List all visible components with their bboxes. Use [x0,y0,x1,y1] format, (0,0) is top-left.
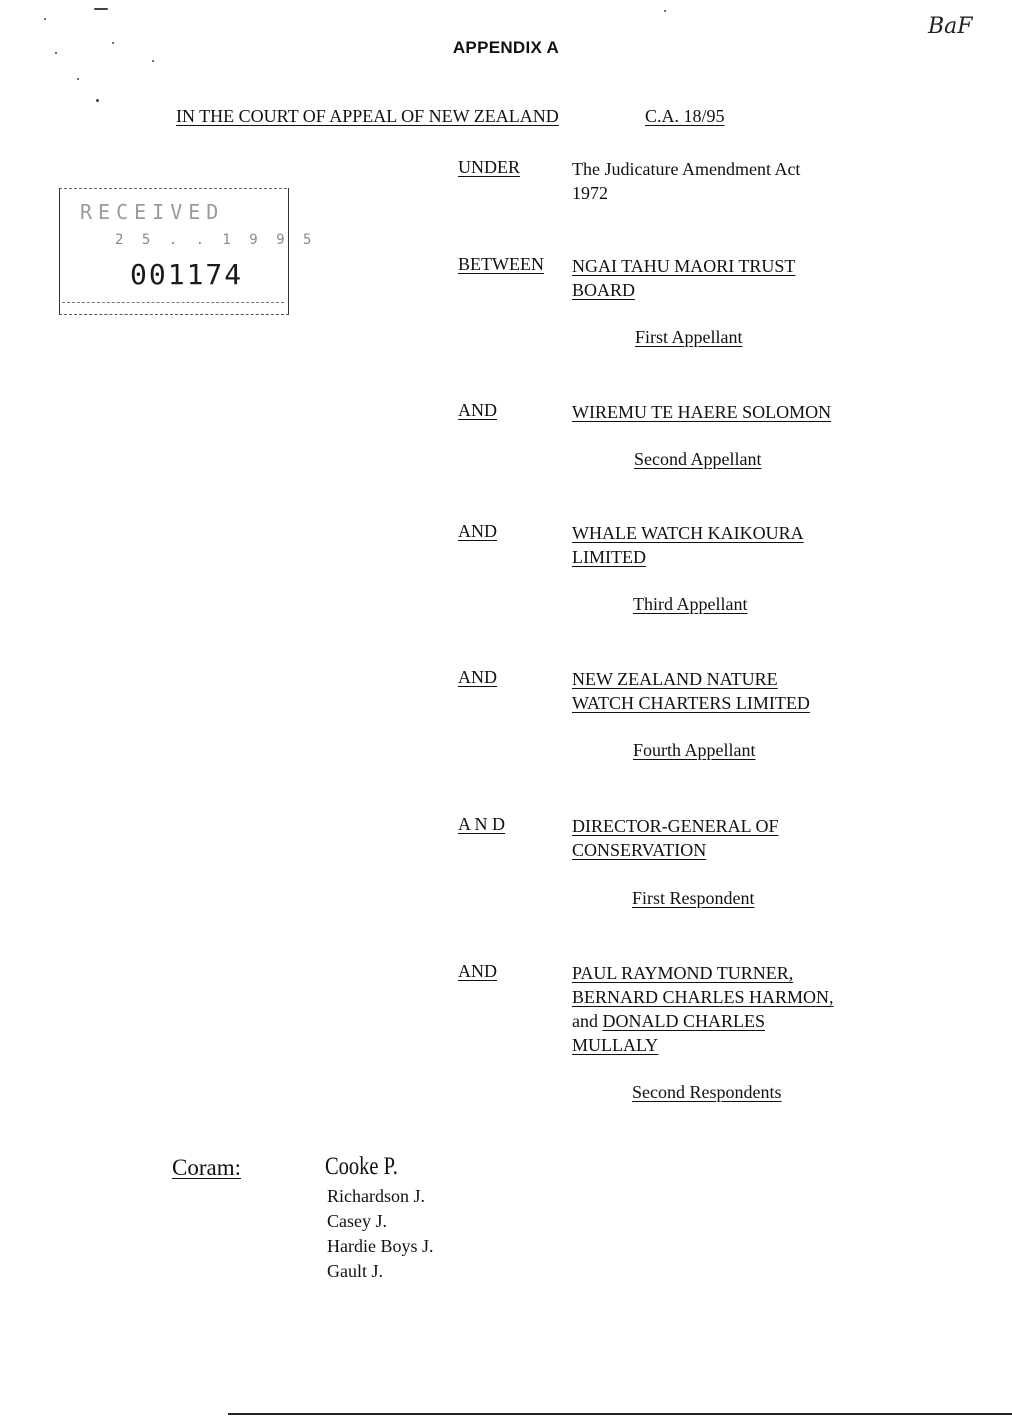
stamp-date: 2 5 . . 1 9 9 5 [115,232,317,248]
scan-speck [94,8,108,10]
party-name-line: WHALE WATCH KAIKOURA [572,523,804,543]
handwritten-initials: BaF [928,14,973,39]
party-name-line: WIREMU TE HAERE SOLOMON [572,402,832,422]
party-name-line: NEW ZEALAND NATURE [572,669,778,689]
party-name-line [572,1009,872,1033]
under-text [572,157,872,205]
scan-speck [44,18,46,20]
case-number: C.A. 18/95 [645,106,725,126]
judges-list [327,1184,434,1284]
party-name-line: CONSERVATION [572,840,707,860]
party-name [572,814,872,862]
scan-speck [96,99,99,102]
and-word: and [572,1011,598,1031]
stamp-number: 001174 [130,258,244,291]
party-name [572,667,872,715]
party-label: AND [458,400,497,420]
party-name [572,521,872,569]
appendix-title: APPENDIX A [452,38,560,57]
party-name-fragment: DONALD CHARLES [602,1011,766,1031]
presiding-judge: Cooke P. [325,1153,398,1180]
party-label: AND [458,667,497,687]
judge-name: Casey J. [327,1211,387,1231]
footer-rule [228,1413,1012,1415]
party-label: A N D [458,814,506,834]
under-text-line2: 1972 [572,183,608,203]
party-name [572,400,872,424]
stamp-divider [62,302,284,303]
party-name-line: BOARD [572,280,636,300]
party-label: AND [458,521,497,541]
stamp-faded-text: RECEIVED [80,200,225,224]
scan-speck [152,60,154,62]
judge-name: Gault J. [327,1261,383,1281]
party-name-line: NGAI TAHU MAORI TRUST [572,256,796,276]
party-role: Fourth Appellant [633,740,756,760]
under-text-line1: The Judicature Amendment Act [572,159,801,179]
court-name: IN THE COURT OF APPEAL OF NEW ZEALAND [176,106,559,126]
scan-speck [77,78,79,80]
under-label: UNDER [458,157,520,177]
party-name-line: LIMITED [572,547,646,567]
party-name-line: DIRECTOR-GENERAL OF [572,816,779,836]
party-role: First Appellant [635,327,743,347]
party-name-line: MULLALY [572,1035,659,1055]
party-name [572,254,872,302]
party-label: AND [458,961,497,981]
party-name-line: WATCH CHARTERS LIMITED [572,693,810,713]
coram-label: Coram: [172,1155,241,1180]
party-label: BETWEEN [458,254,544,274]
scan-speck [664,10,666,12]
party-role: Third Appellant [633,594,748,614]
judge-name: Richardson J. [327,1186,425,1206]
party-role: Second Respondents [632,1082,782,1102]
party-name-line: PAUL RAYMOND TURNER, [572,963,794,983]
party-role: Second Appellant [634,449,762,469]
judge-name: Hardie Boys J. [327,1236,434,1256]
party-name-line: BERNARD CHARLES HARMON, [572,987,834,1007]
party-name [572,961,872,1057]
party-role: First Respondent [632,888,755,908]
